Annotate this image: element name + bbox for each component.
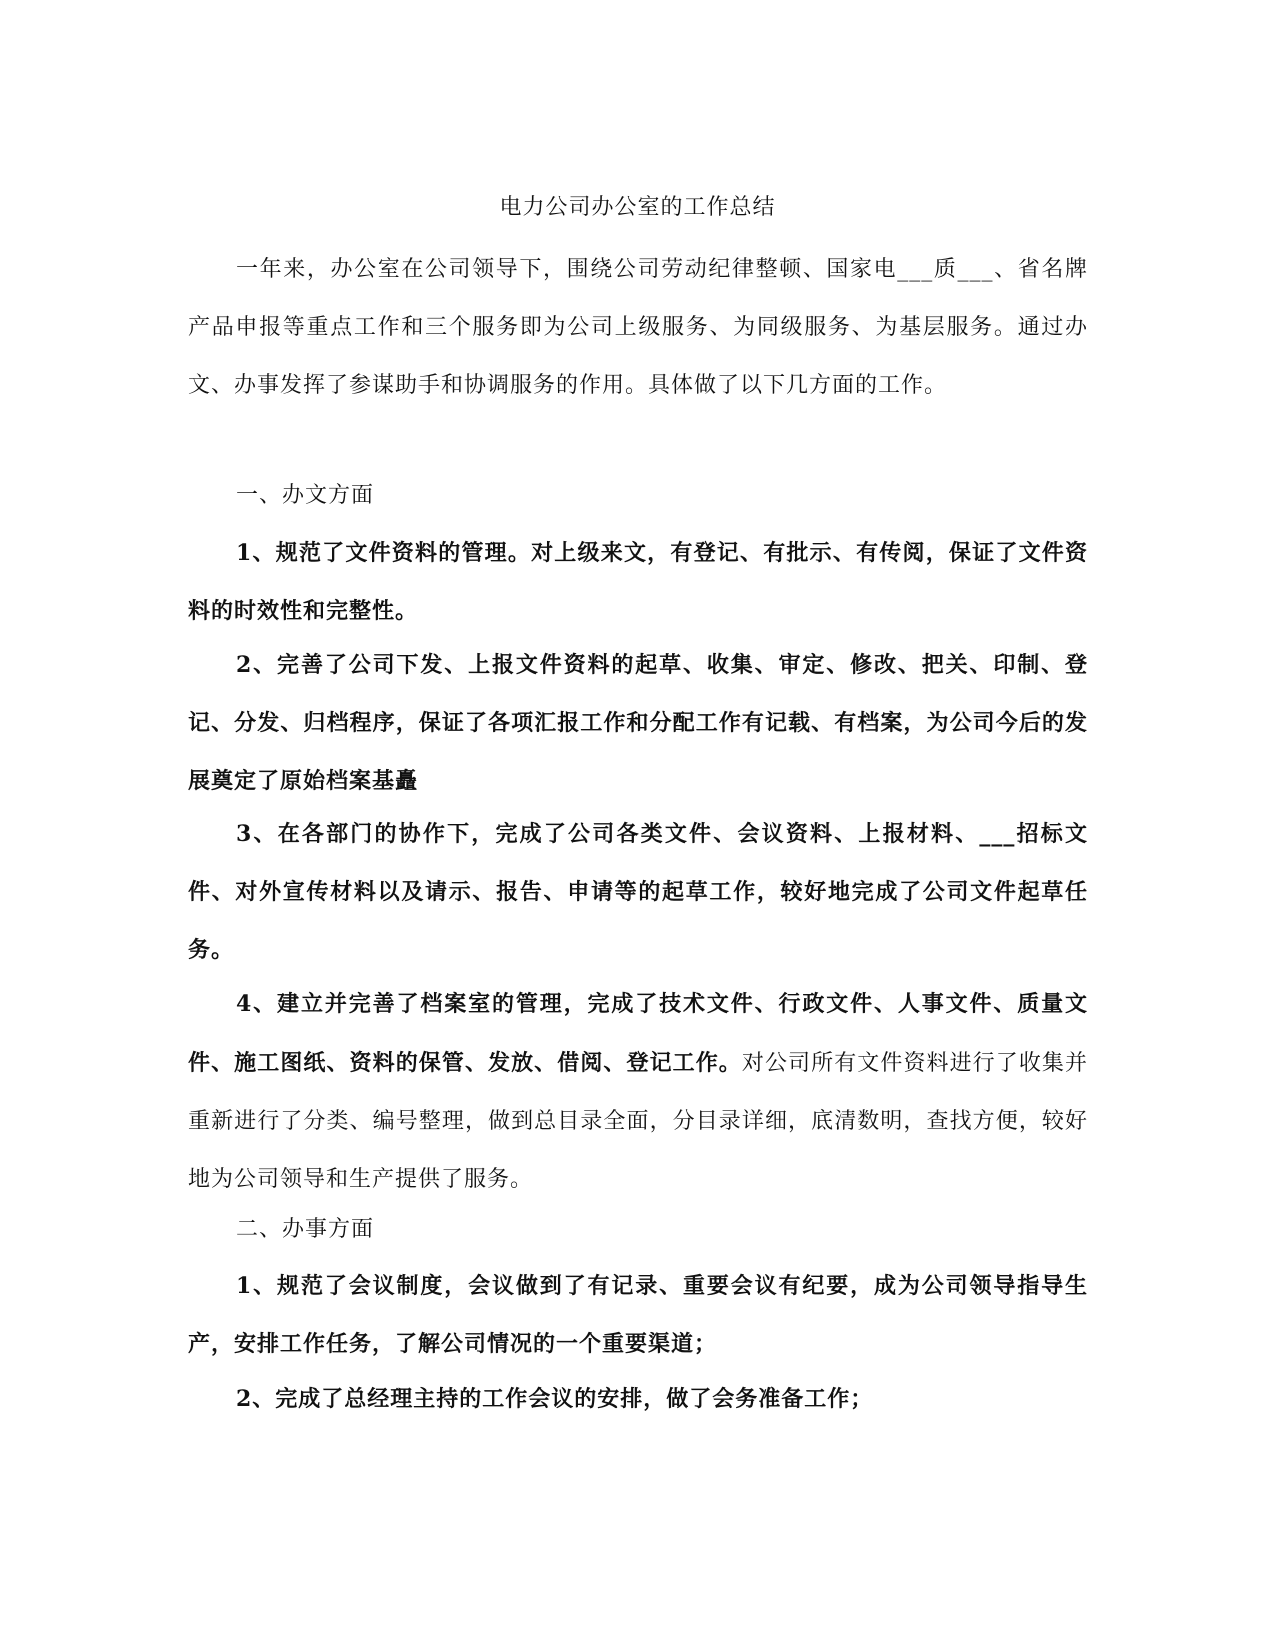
section1-item-4	[188, 975, 1088, 1209]
section1-item-4-bold: 4、建立并完善了档案室的管理，完成了技术文件、行政文件、人事文件、质量文件、施工图纸、资料的保管、发放、借阅、登记工作。	[188, 991, 1088, 1076]
section1-item-1: 1、规范了文件资料的管理。对上级来文，有登记、有批示、有传阅，保证了文件资料的时效性和完整性。	[188, 540, 1088, 624]
section-heading-1: 一、办文方面	[236, 483, 375, 508]
section2-item-2: 2、完成了总经理主持的工作会议的安排，做了会务准备工作；	[236, 1386, 874, 1412]
document-title: 电力公司办公室的工作总结	[499, 195, 776, 220]
section1-item-2: 2、完善了公司下发、上报文件资料的起草、收集、审定、修改、把关、印制、登记、分发、归档程序，保证了各项汇报工作和分配工作有记载、有档案，为公司今后的发展奠定了原始档案基矗	[188, 652, 1088, 794]
section1-item-3: 3、在各部门的协作下，完成了公司各类文件、会议资料、上报材料、___招标文件、对外宣传材料以及请示、报告、申请等的起草工作，较好地完成了公司文件起草任务。	[188, 821, 1088, 963]
section-heading-2: 二、办事方面	[236, 1217, 375, 1242]
section1-item-4-rest: 对公司所有文件资料进行了收集并重新进行了分类、编号整理，做到总目录全面，分目录详细，底清数明，查找方便，较好地为公司领导和生产提供了服务。	[188, 1051, 1088, 1192]
intro-paragraph: 一年来，办公室在公司领导下，围绕公司劳动纪律整顿、国家电___质___、省名牌产品申报等重点工作和三个服务即为公司上级服务、为同级服务、为基层服务。通过办文、办事发挥了参谋助手和协调服务的作用。具体做了以下几方面的工作。	[188, 257, 1088, 398]
section2-item-1: 1、规范了会议制度，会议做到了有记录、重要会议有纪要，成为公司领导指导生产，安排工作任务，了解公司情况的一个重要渠道；	[188, 1273, 1088, 1357]
